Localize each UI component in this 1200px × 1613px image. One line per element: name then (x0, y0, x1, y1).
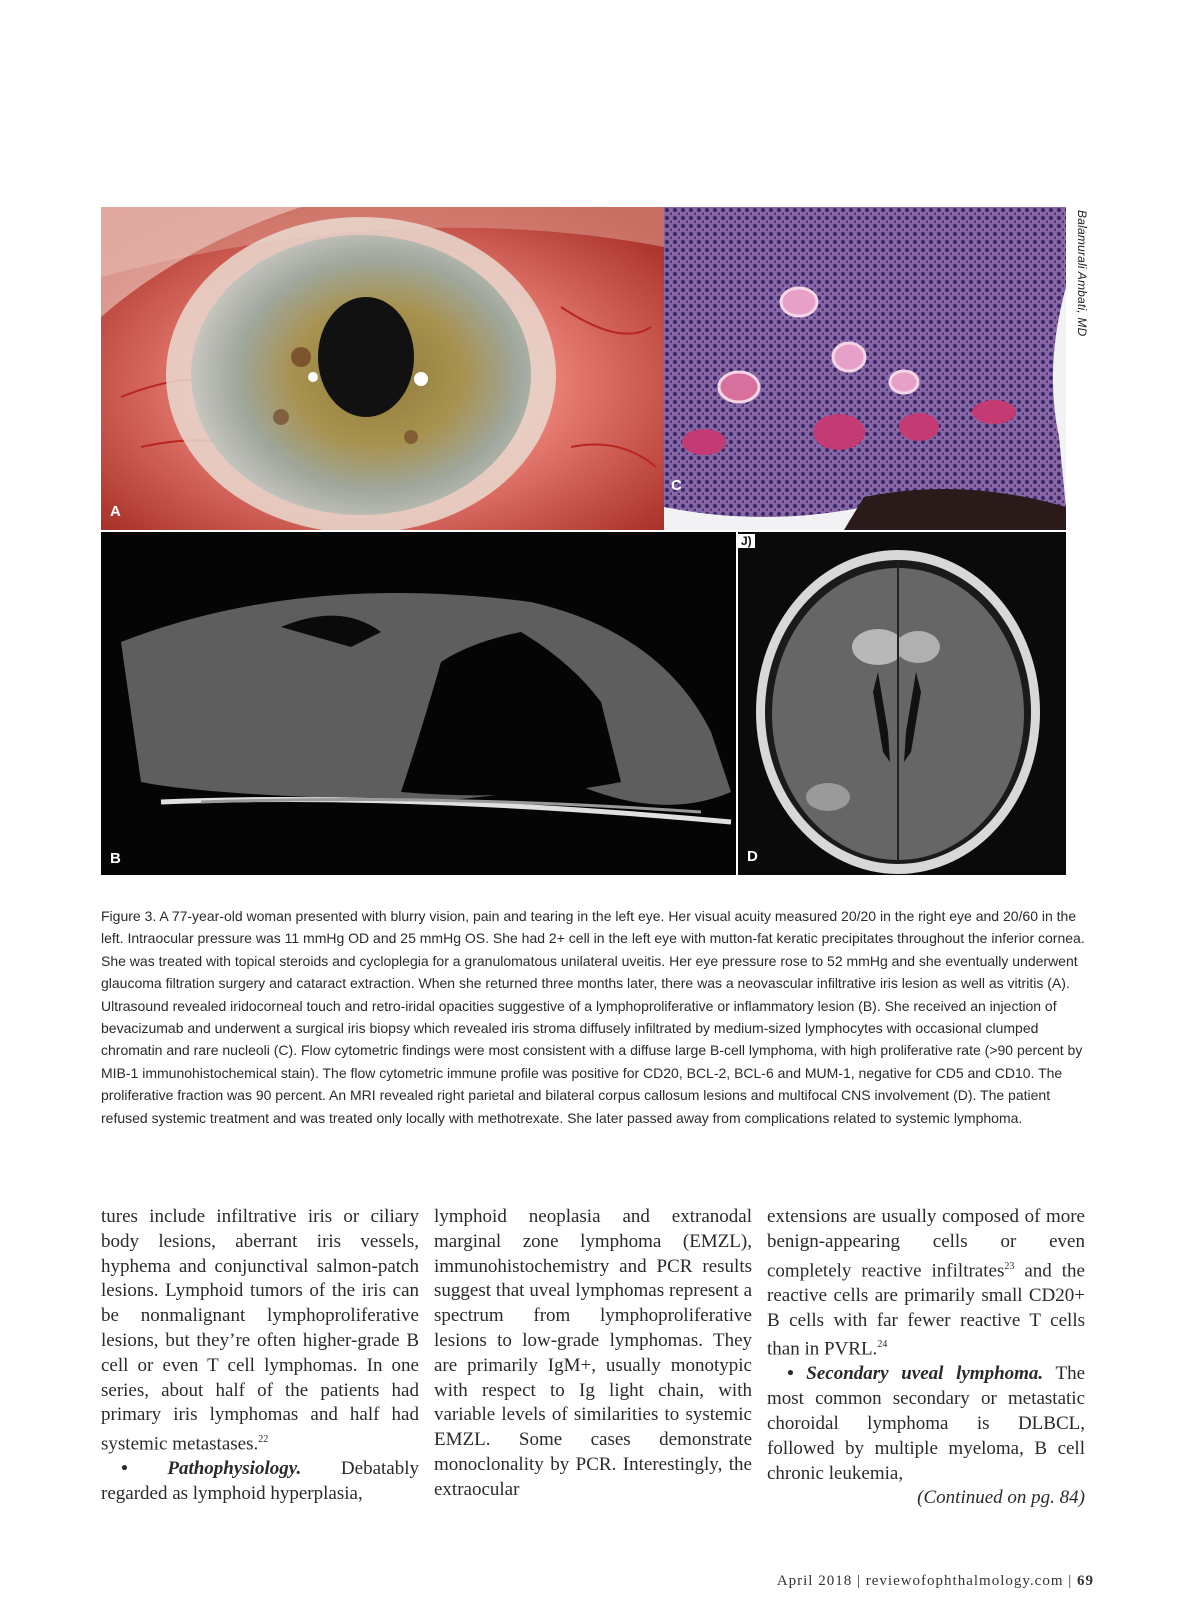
panel-inset-label: J) (738, 534, 755, 548)
paragraph-text: tures include infiltrative iris or ciliary body lesions, aberrant iris vessels, hyphema and conjunctival salmon-patch lesions. Lymphoid tumors of the iris can be nonmalignant lymphoproliferative lesions, but they’re often higher-grade B cell or even T cell lymphomas. In one series, about half of the patients had primary iris lymphomas and half had systemic metastases. (101, 1206, 419, 1455)
body-column-2 (434, 1205, 752, 1503)
panel-label-c: C (671, 477, 682, 494)
ultrasound-image (101, 532, 736, 875)
figure-panel-c-histology (664, 207, 1066, 530)
website-link[interactable]: reviewofophthalmology.com (865, 1573, 1064, 1589)
paragraph (767, 1362, 1085, 1486)
paragraph (101, 1457, 419, 1507)
paragraph-text: extensions are usually composed of more benign-appearing cells or even completely reactive infiltrates (767, 1206, 1085, 1281)
continued-note: (Continued on pg. 84) (917, 1487, 1085, 1509)
paragraph-text: The most common secondary or metastatic choroidal lymphoma is DLBCL, followed by multiple myeloma, B cell chronic leukemia, (767, 1363, 1085, 1484)
reference-marker: 23 (1004, 1260, 1015, 1272)
issue-date: April 2018 (776, 1573, 853, 1589)
body-column-3 (767, 1205, 1085, 1511)
page-number: 69 (1077, 1573, 1094, 1589)
panel-label-b: B (110, 850, 121, 867)
photo-credit: Balamurali Ambati, MD (1075, 210, 1089, 337)
mri-image (738, 532, 1066, 875)
eye-photo-image (101, 207, 664, 530)
histology-image (664, 207, 1066, 530)
paragraph-text: and the reactive cells are primarily small CD20+ B cells with far fewer reactive T cells than in PVRL. (767, 1259, 1085, 1360)
section-subhead-secondary-uveal-lymphoma: • Secondary uveal lymphoma. (787, 1363, 1044, 1385)
figure-caption: Figure 3. A 77-year-old woman presented with blurry vision, pain and tearing in the left eye. Her visual acuity measured 20/20 in the right eye and 20/60 in the left. Intraocular pressure was 11 mmHg OD and 25 mmHg OS. She had 2+ cell in the left eye with mutton-fat keratic precipitates throughout the inferior cornea. She was treated with topical steroids and cycloplegia for a granulomatous unilateral uveitis. Her eye pressure rose to 52 mmHg and she eventually underwent glaucoma filtration surgery and cataract extraction. When she returned three months later, there was a neovascular infiltrative iris lesion as well as vitritis (A). Ultrasound revealed iridocorneal touch and retro-iridal opacities suggestive of a lymphoproliferative or inflammatory lesion (B). She received an injection of bevacizumab and underwent a surgical iris biopsy which revealed iris stroma diffusely infiltrated by medium-sized lymphocytes with occasional clumped chromatin and rare nucleoli (C). Flow cytometric findings were most consistent with a diffuse large B-cell lymphoma, with high proliferative rate (>90 percent by MIB-1 immunohistochemical stain). The flow cytometric immune profile was positive for CD20, BCL-2, BCL-6 and MUM-1, negative for CD5 and CD10. The proliferative fraction was 90 percent. An MRI revealed right parietal and bilateral corpus callosum lesions and multifocal CNS involvement (D). The patient refused systemic treatment and was treated only locally with methotrexate. She later passed away from complications related to systemic lymphoma. (101, 908, 1085, 1126)
reference-marker: 24 (877, 1339, 888, 1351)
figure-panel-a-eye-photo (101, 207, 664, 530)
paragraph-text: lymphoid neoplasia and extranodal marginal zone lymphoma (EMZL), immunohistochemistry and PCR results suggest that uveal lymphomas represent a spectrum from lymphoproliferative lesions to low-grade lymphomas. They are primarily IgM+, usually monotypic with respect to Ig light chain, with variable levels of similarities to systemic EMZL. Some cases demonstrate monoclonality by PCR. Interestingly, the extraocular (434, 1206, 752, 1500)
figure-panel-d-mri (738, 532, 1066, 875)
panel-label-d: D (747, 848, 758, 865)
section-subhead-pathophysiology: • Pathophysiology. (121, 1458, 302, 1480)
paragraph (767, 1205, 1085, 1362)
footer-separator: | (856, 1573, 861, 1589)
paragraph-text: Debatably regarded as lymphoid hyperplasia, (101, 1458, 419, 1505)
reference-marker: 22 (258, 1434, 269, 1446)
figure-panel-b-ultrasound (101, 532, 736, 875)
paragraph (101, 1205, 419, 1457)
paragraph (434, 1205, 752, 1503)
page-footer (777, 1573, 1094, 1590)
body-column-1 (101, 1205, 419, 1507)
panel-label-a: A (110, 503, 121, 520)
footer-separator: | (1068, 1573, 1073, 1589)
